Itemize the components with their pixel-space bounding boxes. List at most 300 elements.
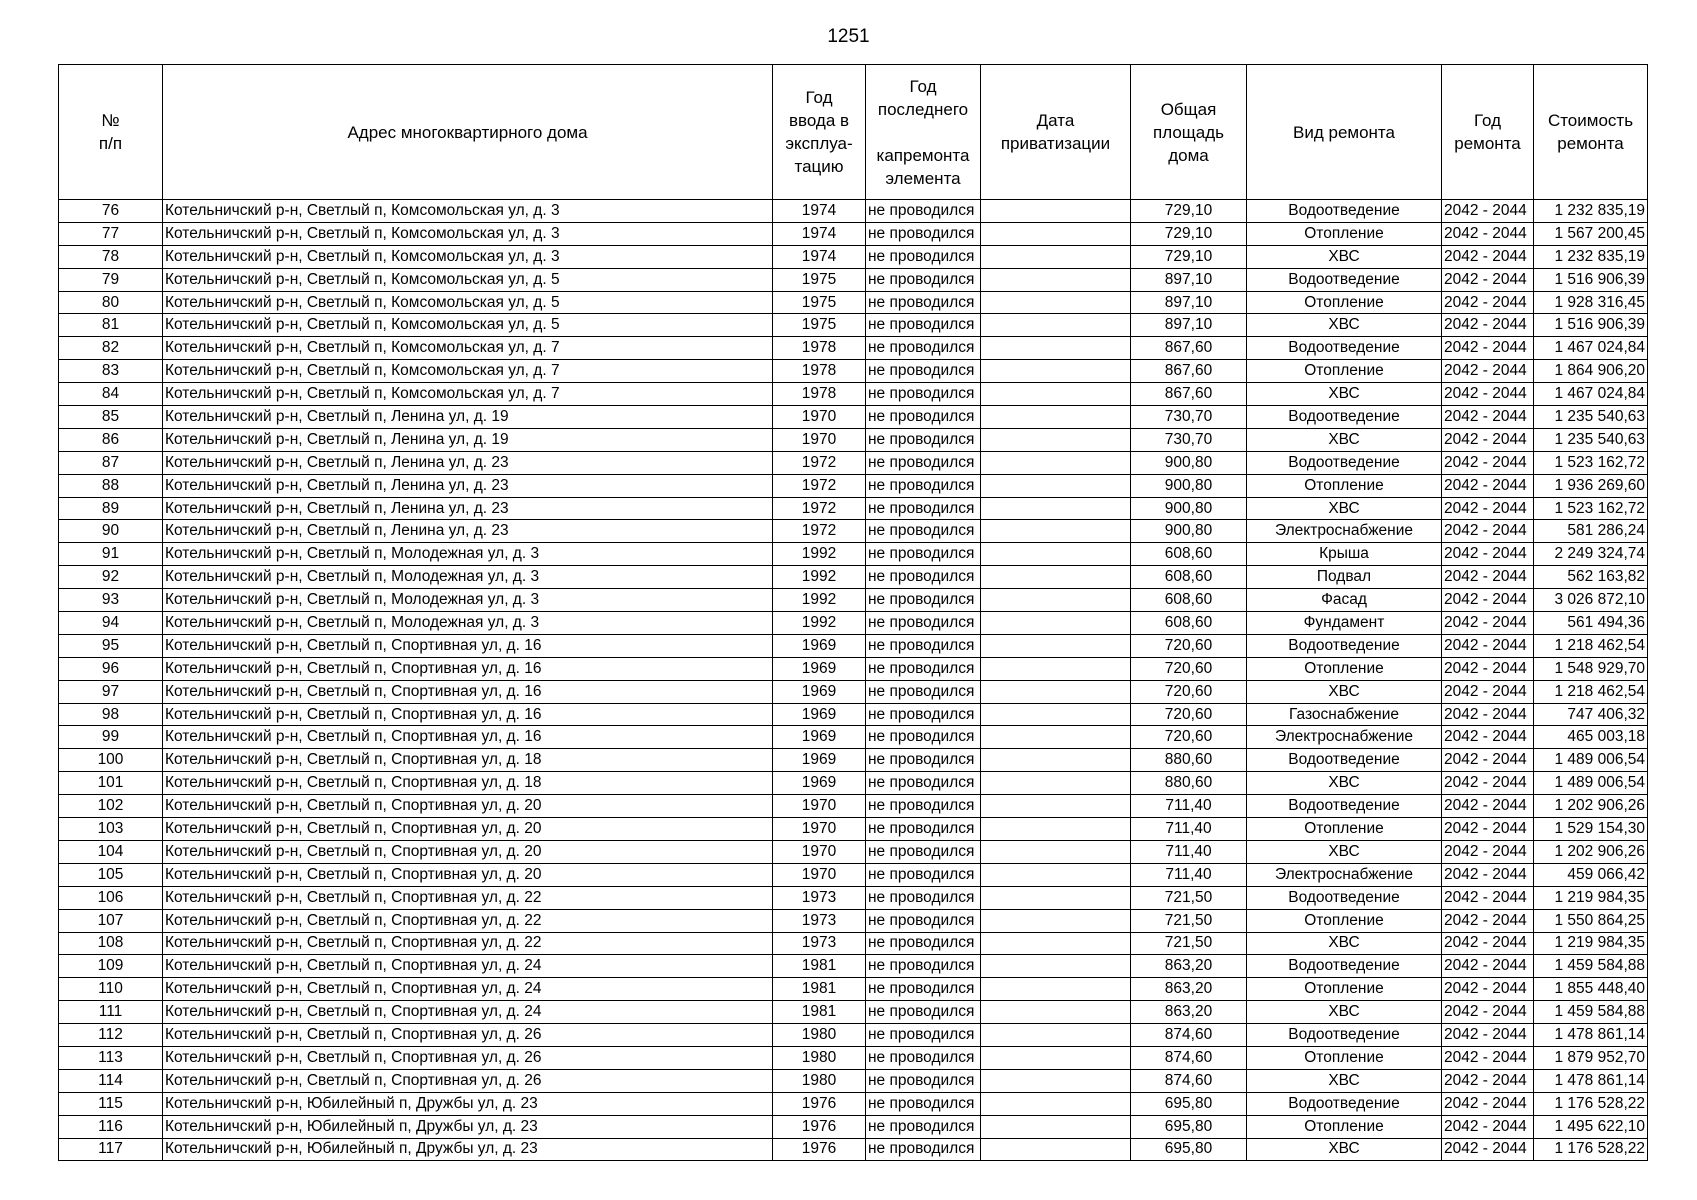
last-repair-cell: не проводился	[866, 1046, 981, 1069]
repair-type-cell: Водоотведение	[1247, 795, 1442, 818]
table-row	[59, 383, 1648, 406]
area-cell: 711,40	[1131, 840, 1247, 863]
table-row	[59, 337, 1648, 360]
table-row	[59, 589, 1648, 612]
address-cell: Котельничский р-н, Светлый п, Спортивная ул, д. 20	[163, 818, 773, 841]
area-cell: 867,60	[1131, 383, 1247, 406]
repair-period-cell: 2042 - 2044	[1442, 680, 1534, 703]
address-cell: Котельничский р-н, Светлый п, Комсомольская ул, д. 7	[163, 337, 773, 360]
privatization-cell	[981, 863, 1131, 886]
repair-schedule-table	[58, 64, 1648, 1161]
cost-cell: 1 235 540,63	[1534, 428, 1648, 451]
area-cell: 867,60	[1131, 360, 1247, 383]
address-cell: Котельничский р-н, Светлый п, Комсомольская ул, д. 5	[163, 314, 773, 337]
row-number: 81	[59, 314, 163, 337]
repair-type-cell: Отопление	[1247, 291, 1442, 314]
cost-cell: 1 459 584,88	[1534, 955, 1648, 978]
repair-type-cell: Водоотведение	[1247, 749, 1442, 772]
table-row	[59, 772, 1648, 795]
row-number: 98	[59, 703, 163, 726]
repair-type-cell: Отопление	[1247, 818, 1442, 841]
last-repair-cell: не проводился	[866, 451, 981, 474]
cost-cell: 1 936 269,60	[1534, 474, 1648, 497]
row-number: 80	[59, 291, 163, 314]
privatization-cell	[981, 1046, 1131, 1069]
repair-type-cell: ХВС	[1247, 1138, 1442, 1161]
repair-type-cell: ХВС	[1247, 772, 1442, 795]
address-cell: Котельничский р-н, Светлый п, Спортивная ул, д. 16	[163, 634, 773, 657]
repair-period-cell: 2042 - 2044	[1442, 612, 1534, 635]
area-cell: 608,60	[1131, 566, 1247, 589]
privatization-cell	[981, 932, 1131, 955]
cost-cell: 1 548 929,70	[1534, 657, 1648, 680]
header-repair-year-label: Год ремонта	[1454, 111, 1521, 153]
year-built-cell: 1970	[773, 818, 866, 841]
year-built-cell: 1972	[773, 497, 866, 520]
row-number: 97	[59, 680, 163, 703]
address-cell: Котельничский р-н, Светлый п, Спортивная ул, д. 20	[163, 840, 773, 863]
cost-cell: 1 495 622,10	[1534, 1115, 1648, 1138]
area-cell: 720,60	[1131, 703, 1247, 726]
last-repair-cell: не проводился	[866, 497, 981, 520]
year-built-cell: 1974	[773, 222, 866, 245]
address-cell: Котельничский р-н, Светлый п, Ленина ул, д. 23	[163, 520, 773, 543]
table-row	[59, 749, 1648, 772]
last-repair-cell: не проводился	[866, 360, 981, 383]
repair-period-cell: 2042 - 2044	[1442, 428, 1534, 451]
year-built-cell: 1969	[773, 680, 866, 703]
repair-period-cell: 2042 - 2044	[1442, 337, 1534, 360]
address-cell: Котельничский р-н, Светлый п, Ленина ул, д. 19	[163, 428, 773, 451]
year-built-cell: 1992	[773, 589, 866, 612]
area-cell: 711,40	[1131, 863, 1247, 886]
cost-cell: 1 478 861,14	[1534, 1069, 1648, 1092]
last-repair-cell: не проводился	[866, 543, 981, 566]
table-row	[59, 909, 1648, 932]
last-repair-cell: не проводился	[866, 818, 981, 841]
repair-period-cell: 2042 - 2044	[1442, 314, 1534, 337]
address-cell: Котельничский р-н, Светлый п, Комсомольская ул, д. 7	[163, 360, 773, 383]
privatization-cell	[981, 840, 1131, 863]
cost-cell: 1 176 528,22	[1534, 1092, 1648, 1115]
cost-cell: 1 516 906,39	[1534, 314, 1648, 337]
last-repair-cell: не проводился	[866, 863, 981, 886]
address-cell: Котельничский р-н, Светлый п, Молодежная ул, д. 3	[163, 543, 773, 566]
row-number: 91	[59, 543, 163, 566]
last-repair-cell: не проводился	[866, 955, 981, 978]
row-number: 76	[59, 200, 163, 223]
address-cell: Котельничский р-н, Светлый п, Спортивная ул, д. 18	[163, 772, 773, 795]
row-number: 111	[59, 1001, 163, 1024]
repair-type-cell: ХВС	[1247, 680, 1442, 703]
row-number: 83	[59, 360, 163, 383]
repair-period-cell: 2042 - 2044	[1442, 245, 1534, 268]
address-cell: Котельничский р-н, Светлый п, Спортивная ул, д. 22	[163, 909, 773, 932]
last-repair-cell: не проводился	[866, 749, 981, 772]
privatization-cell	[981, 245, 1131, 268]
year-built-cell: 1980	[773, 1046, 866, 1069]
year-built-cell: 1969	[773, 657, 866, 680]
repair-period-cell: 2042 - 2044	[1442, 497, 1534, 520]
privatization-cell	[981, 634, 1131, 657]
year-built-cell: 1978	[773, 360, 866, 383]
last-repair-cell: не проводился	[866, 566, 981, 589]
repair-period-cell: 2042 - 2044	[1442, 818, 1534, 841]
repair-period-cell: 2042 - 2044	[1442, 1138, 1534, 1161]
table-row	[59, 1046, 1648, 1069]
year-built-cell: 1975	[773, 291, 866, 314]
privatization-cell	[981, 1092, 1131, 1115]
repair-period-cell: 2042 - 2044	[1442, 955, 1534, 978]
area-cell: 900,80	[1131, 520, 1247, 543]
cost-cell: 1 202 906,26	[1534, 795, 1648, 818]
last-repair-cell: не проводился	[866, 657, 981, 680]
last-repair-cell: не проводился	[866, 1092, 981, 1115]
privatization-cell	[981, 291, 1131, 314]
last-repair-cell: не проводился	[866, 886, 981, 909]
area-cell: 720,60	[1131, 680, 1247, 703]
year-built-cell: 1969	[773, 726, 866, 749]
table-row	[59, 863, 1648, 886]
repair-period-cell: 2042 - 2044	[1442, 840, 1534, 863]
table-row	[59, 200, 1648, 223]
repair-period-cell: 2042 - 2044	[1442, 772, 1534, 795]
privatization-cell	[981, 680, 1131, 703]
last-repair-cell: не проводился	[866, 1115, 981, 1138]
cost-cell: 1 218 462,54	[1534, 680, 1648, 703]
header-area	[1131, 65, 1247, 200]
cost-cell: 1 467 024,84	[1534, 337, 1648, 360]
privatization-cell	[981, 886, 1131, 909]
repair-type-cell: ХВС	[1247, 497, 1442, 520]
table-row	[59, 1138, 1648, 1161]
row-number: 90	[59, 520, 163, 543]
repair-period-cell: 2042 - 2044	[1442, 451, 1534, 474]
last-repair-cell: не проводился	[866, 428, 981, 451]
repair-type-cell: Электроснабжение	[1247, 520, 1442, 543]
repair-type-cell: Электроснабжение	[1247, 863, 1442, 886]
address-cell: Котельничский р-н, Юбилейный п, Дружбы ул, д. 23	[163, 1138, 773, 1161]
address-cell: Котельничский р-н, Светлый п, Спортивная ул, д. 26	[163, 1024, 773, 1047]
area-cell: 874,60	[1131, 1069, 1247, 1092]
repair-type-cell: Газоснабжение	[1247, 703, 1442, 726]
cost-cell: 747 406,32	[1534, 703, 1648, 726]
header-privatization	[981, 65, 1131, 200]
privatization-cell	[981, 497, 1131, 520]
year-built-cell: 1992	[773, 566, 866, 589]
privatization-cell	[981, 909, 1131, 932]
address-cell: Котельничский р-н, Светлый п, Комсомольская ул, д. 3	[163, 245, 773, 268]
year-built-cell: 1981	[773, 978, 866, 1001]
area-cell: 729,10	[1131, 245, 1247, 268]
year-built-cell: 1972	[773, 474, 866, 497]
repair-type-cell: ХВС	[1247, 840, 1442, 863]
address-cell: Котельничский р-н, Светлый п, Спортивная ул, д. 16	[163, 680, 773, 703]
area-cell: 867,60	[1131, 337, 1247, 360]
cost-cell: 1 459 584,88	[1534, 1001, 1648, 1024]
year-built-cell: 1981	[773, 1001, 866, 1024]
area-cell: 897,10	[1131, 291, 1247, 314]
table-row	[59, 543, 1648, 566]
address-cell: Котельничский р-н, Светлый п, Спортивная ул, д. 24	[163, 955, 773, 978]
header-cost	[1534, 65, 1648, 200]
cost-cell: 1 864 906,20	[1534, 360, 1648, 383]
last-repair-cell: не проводился	[866, 978, 981, 1001]
cost-cell: 1 567 200,45	[1534, 222, 1648, 245]
cost-cell: 1 478 861,14	[1534, 1024, 1648, 1047]
header-address	[163, 65, 773, 200]
address-cell: Котельничский р-н, Светлый п, Спортивная ул, д. 16	[163, 703, 773, 726]
last-repair-cell: не проводился	[866, 245, 981, 268]
cost-cell: 1 219 984,35	[1534, 932, 1648, 955]
year-built-cell: 1980	[773, 1069, 866, 1092]
year-built-cell: 1981	[773, 955, 866, 978]
repair-period-cell: 2042 - 2044	[1442, 474, 1534, 497]
address-cell: Котельничский р-н, Светлый п, Ленина ул, д. 23	[163, 497, 773, 520]
area-cell: 695,80	[1131, 1138, 1247, 1161]
year-built-cell: 1970	[773, 863, 866, 886]
address-cell: Котельничский р-н, Светлый п, Спортивная ул, д. 26	[163, 1069, 773, 1092]
repair-period-cell: 2042 - 2044	[1442, 268, 1534, 291]
year-built-cell: 1974	[773, 200, 866, 223]
area-cell: 874,60	[1131, 1024, 1247, 1047]
repair-type-cell: Отопление	[1247, 1115, 1442, 1138]
last-repair-cell: не проводился	[866, 726, 981, 749]
cost-cell: 1 489 006,54	[1534, 772, 1648, 795]
repair-type-cell: ХВС	[1247, 428, 1442, 451]
year-built-cell: 1972	[773, 520, 866, 543]
address-cell: Котельничский р-н, Юбилейный п, Дружбы ул, д. 23	[163, 1092, 773, 1115]
cost-cell: 1 176 528,22	[1534, 1138, 1648, 1161]
table-row	[59, 955, 1648, 978]
row-number: 107	[59, 909, 163, 932]
area-cell: 721,50	[1131, 886, 1247, 909]
repair-type-cell: ХВС	[1247, 1069, 1442, 1092]
area-cell: 721,50	[1131, 932, 1247, 955]
header-repair-type-label: Вид ремонта	[1293, 122, 1395, 142]
cost-cell: 1 550 864,25	[1534, 909, 1648, 932]
row-number: 100	[59, 749, 163, 772]
cost-cell: 3 026 872,10	[1534, 589, 1648, 612]
row-number: 85	[59, 406, 163, 429]
address-cell: Котельничский р-н, Светлый п, Комсомольская ул, д. 7	[163, 383, 773, 406]
area-cell: 900,80	[1131, 497, 1247, 520]
privatization-cell	[981, 383, 1131, 406]
row-number: 110	[59, 978, 163, 1001]
address-cell: Котельничский р-н, Светлый п, Молодежная ул, д. 3	[163, 612, 773, 635]
table-row	[59, 314, 1648, 337]
address-cell: Котельничский р-н, Светлый п, Спортивная ул, д. 16	[163, 657, 773, 680]
cost-cell: 1 928 316,45	[1534, 291, 1648, 314]
row-number: 94	[59, 612, 163, 635]
area-cell: 721,50	[1131, 909, 1247, 932]
privatization-cell	[981, 543, 1131, 566]
privatization-cell	[981, 337, 1131, 360]
table-row	[59, 474, 1648, 497]
privatization-cell	[981, 612, 1131, 635]
repair-period-cell: 2042 - 2044	[1442, 1092, 1534, 1115]
repair-type-cell: ХВС	[1247, 932, 1442, 955]
table-row	[59, 840, 1648, 863]
last-repair-cell: не проводился	[866, 840, 981, 863]
repair-type-cell: Водоотведение	[1247, 1092, 1442, 1115]
row-number: 113	[59, 1046, 163, 1069]
address-cell: Котельничский р-н, Светлый п, Комсомольская ул, д. 3	[163, 222, 773, 245]
table-row	[59, 978, 1648, 1001]
table-row	[59, 612, 1648, 635]
last-repair-cell: не проводился	[866, 222, 981, 245]
last-repair-cell: не проводился	[866, 314, 981, 337]
row-number: 99	[59, 726, 163, 749]
header-last-repair-label: Год последнего капремонта элемента	[876, 76, 970, 188]
row-number: 117	[59, 1138, 163, 1161]
table-row	[59, 268, 1648, 291]
year-built-cell: 1970	[773, 428, 866, 451]
header-last-repair	[866, 65, 981, 200]
cost-cell: 1 489 006,54	[1534, 749, 1648, 772]
last-repair-cell: не проводился	[866, 589, 981, 612]
address-cell: Котельничский р-н, Светлый п, Молодежная ул, д. 3	[163, 566, 773, 589]
privatization-cell	[981, 200, 1131, 223]
year-built-cell: 1980	[773, 1024, 866, 1047]
cost-cell: 562 163,82	[1534, 566, 1648, 589]
header-address-label: Адрес многоквартирного дома	[347, 122, 588, 142]
header-year-built	[773, 65, 866, 200]
repair-period-cell: 2042 - 2044	[1442, 909, 1534, 932]
area-cell: 729,10	[1131, 200, 1247, 223]
year-built-cell: 1975	[773, 314, 866, 337]
repair-period-cell: 2042 - 2044	[1442, 566, 1534, 589]
privatization-cell	[981, 1001, 1131, 1024]
row-number: 88	[59, 474, 163, 497]
cost-cell: 1 235 540,63	[1534, 406, 1648, 429]
row-number: 86	[59, 428, 163, 451]
repair-period-cell: 2042 - 2044	[1442, 543, 1534, 566]
cost-cell: 1 879 952,70	[1534, 1046, 1648, 1069]
repair-type-cell: Водоотведение	[1247, 886, 1442, 909]
row-number: 105	[59, 863, 163, 886]
cost-cell: 459 066,42	[1534, 863, 1648, 886]
year-built-cell: 1992	[773, 543, 866, 566]
table-row	[59, 245, 1648, 268]
area-cell: 900,80	[1131, 451, 1247, 474]
privatization-cell	[981, 726, 1131, 749]
table-row	[59, 703, 1648, 726]
cost-cell: 581 286,24	[1534, 520, 1648, 543]
cost-cell: 1 218 462,54	[1534, 634, 1648, 657]
header-year-built-label: Год ввода в эксплуа- тацию	[785, 88, 853, 176]
table-row	[59, 497, 1648, 520]
cost-cell: 1 219 984,35	[1534, 886, 1648, 909]
header-repair-year	[1442, 65, 1534, 200]
area-cell: 880,60	[1131, 749, 1247, 772]
cost-cell: 1 523 162,72	[1534, 497, 1648, 520]
row-number: 87	[59, 451, 163, 474]
repair-type-cell: ХВС	[1247, 245, 1442, 268]
row-number: 108	[59, 932, 163, 955]
year-built-cell: 1978	[773, 383, 866, 406]
table-row	[59, 291, 1648, 314]
row-number: 106	[59, 886, 163, 909]
year-built-cell: 1969	[773, 634, 866, 657]
header-num	[59, 65, 163, 200]
year-built-cell: 1976	[773, 1115, 866, 1138]
row-number: 109	[59, 955, 163, 978]
repair-type-cell: Водоотведение	[1247, 200, 1442, 223]
repair-period-cell: 2042 - 2044	[1442, 1046, 1534, 1069]
repair-period-cell: 2042 - 2044	[1442, 863, 1534, 886]
year-built-cell: 1992	[773, 612, 866, 635]
header-num-label: № п/п	[98, 111, 123, 153]
row-number: 89	[59, 497, 163, 520]
repair-period-cell: 2042 - 2044	[1442, 795, 1534, 818]
address-cell: Котельничский р-н, Светлый п, Молодежная ул, д. 3	[163, 589, 773, 612]
privatization-cell	[981, 657, 1131, 680]
area-cell: 608,60	[1131, 543, 1247, 566]
repair-period-cell: 2042 - 2044	[1442, 291, 1534, 314]
privatization-cell	[981, 222, 1131, 245]
repair-period-cell: 2042 - 2044	[1442, 749, 1534, 772]
repair-type-cell: Электроснабжение	[1247, 726, 1442, 749]
table-row	[59, 634, 1648, 657]
cost-cell: 561 494,36	[1534, 612, 1648, 635]
last-repair-cell: не проводился	[866, 634, 981, 657]
area-cell: 720,60	[1131, 726, 1247, 749]
repair-period-cell: 2042 - 2044	[1442, 1069, 1534, 1092]
address-cell: Котельничский р-н, Светлый п, Комсомольская ул, д. 5	[163, 268, 773, 291]
area-cell: 863,20	[1131, 955, 1247, 978]
repair-type-cell: Подвал	[1247, 566, 1442, 589]
repair-period-cell: 2042 - 2044	[1442, 932, 1534, 955]
table-row	[59, 886, 1648, 909]
repair-type-cell: Отопление	[1247, 222, 1442, 245]
cost-cell: 1 855 448,40	[1534, 978, 1648, 1001]
area-cell: 608,60	[1131, 612, 1247, 635]
privatization-cell	[981, 566, 1131, 589]
privatization-cell	[981, 520, 1131, 543]
table-row	[59, 566, 1648, 589]
header-repair-type	[1247, 65, 1442, 200]
repair-type-cell: Водоотведение	[1247, 955, 1442, 978]
table-row	[59, 222, 1648, 245]
repair-period-cell: 2042 - 2044	[1442, 634, 1534, 657]
year-built-cell: 1974	[773, 245, 866, 268]
repair-period-cell: 2042 - 2044	[1442, 383, 1534, 406]
row-number: 115	[59, 1092, 163, 1115]
repair-period-cell: 2042 - 2044	[1442, 978, 1534, 1001]
last-repair-cell: не проводился	[866, 268, 981, 291]
year-built-cell: 1970	[773, 840, 866, 863]
repair-period-cell: 2042 - 2044	[1442, 200, 1534, 223]
repair-type-cell: Водоотведение	[1247, 337, 1442, 360]
row-number: 82	[59, 337, 163, 360]
area-cell: 720,60	[1131, 657, 1247, 680]
last-repair-cell: не проводился	[866, 612, 981, 635]
privatization-cell	[981, 978, 1131, 1001]
year-built-cell: 1970	[773, 795, 866, 818]
table-row	[59, 818, 1648, 841]
row-number: 96	[59, 657, 163, 680]
table-row	[59, 451, 1648, 474]
privatization-cell	[981, 1069, 1131, 1092]
area-cell: 730,70	[1131, 406, 1247, 429]
table-row	[59, 932, 1648, 955]
cost-cell: 1 232 835,19	[1534, 200, 1648, 223]
area-cell: 874,60	[1131, 1046, 1247, 1069]
table-row	[59, 1115, 1648, 1138]
repair-type-cell: Водоотведение	[1247, 268, 1442, 291]
address-cell: Котельничский р-н, Светлый п, Комсомольская ул, д. 3	[163, 200, 773, 223]
